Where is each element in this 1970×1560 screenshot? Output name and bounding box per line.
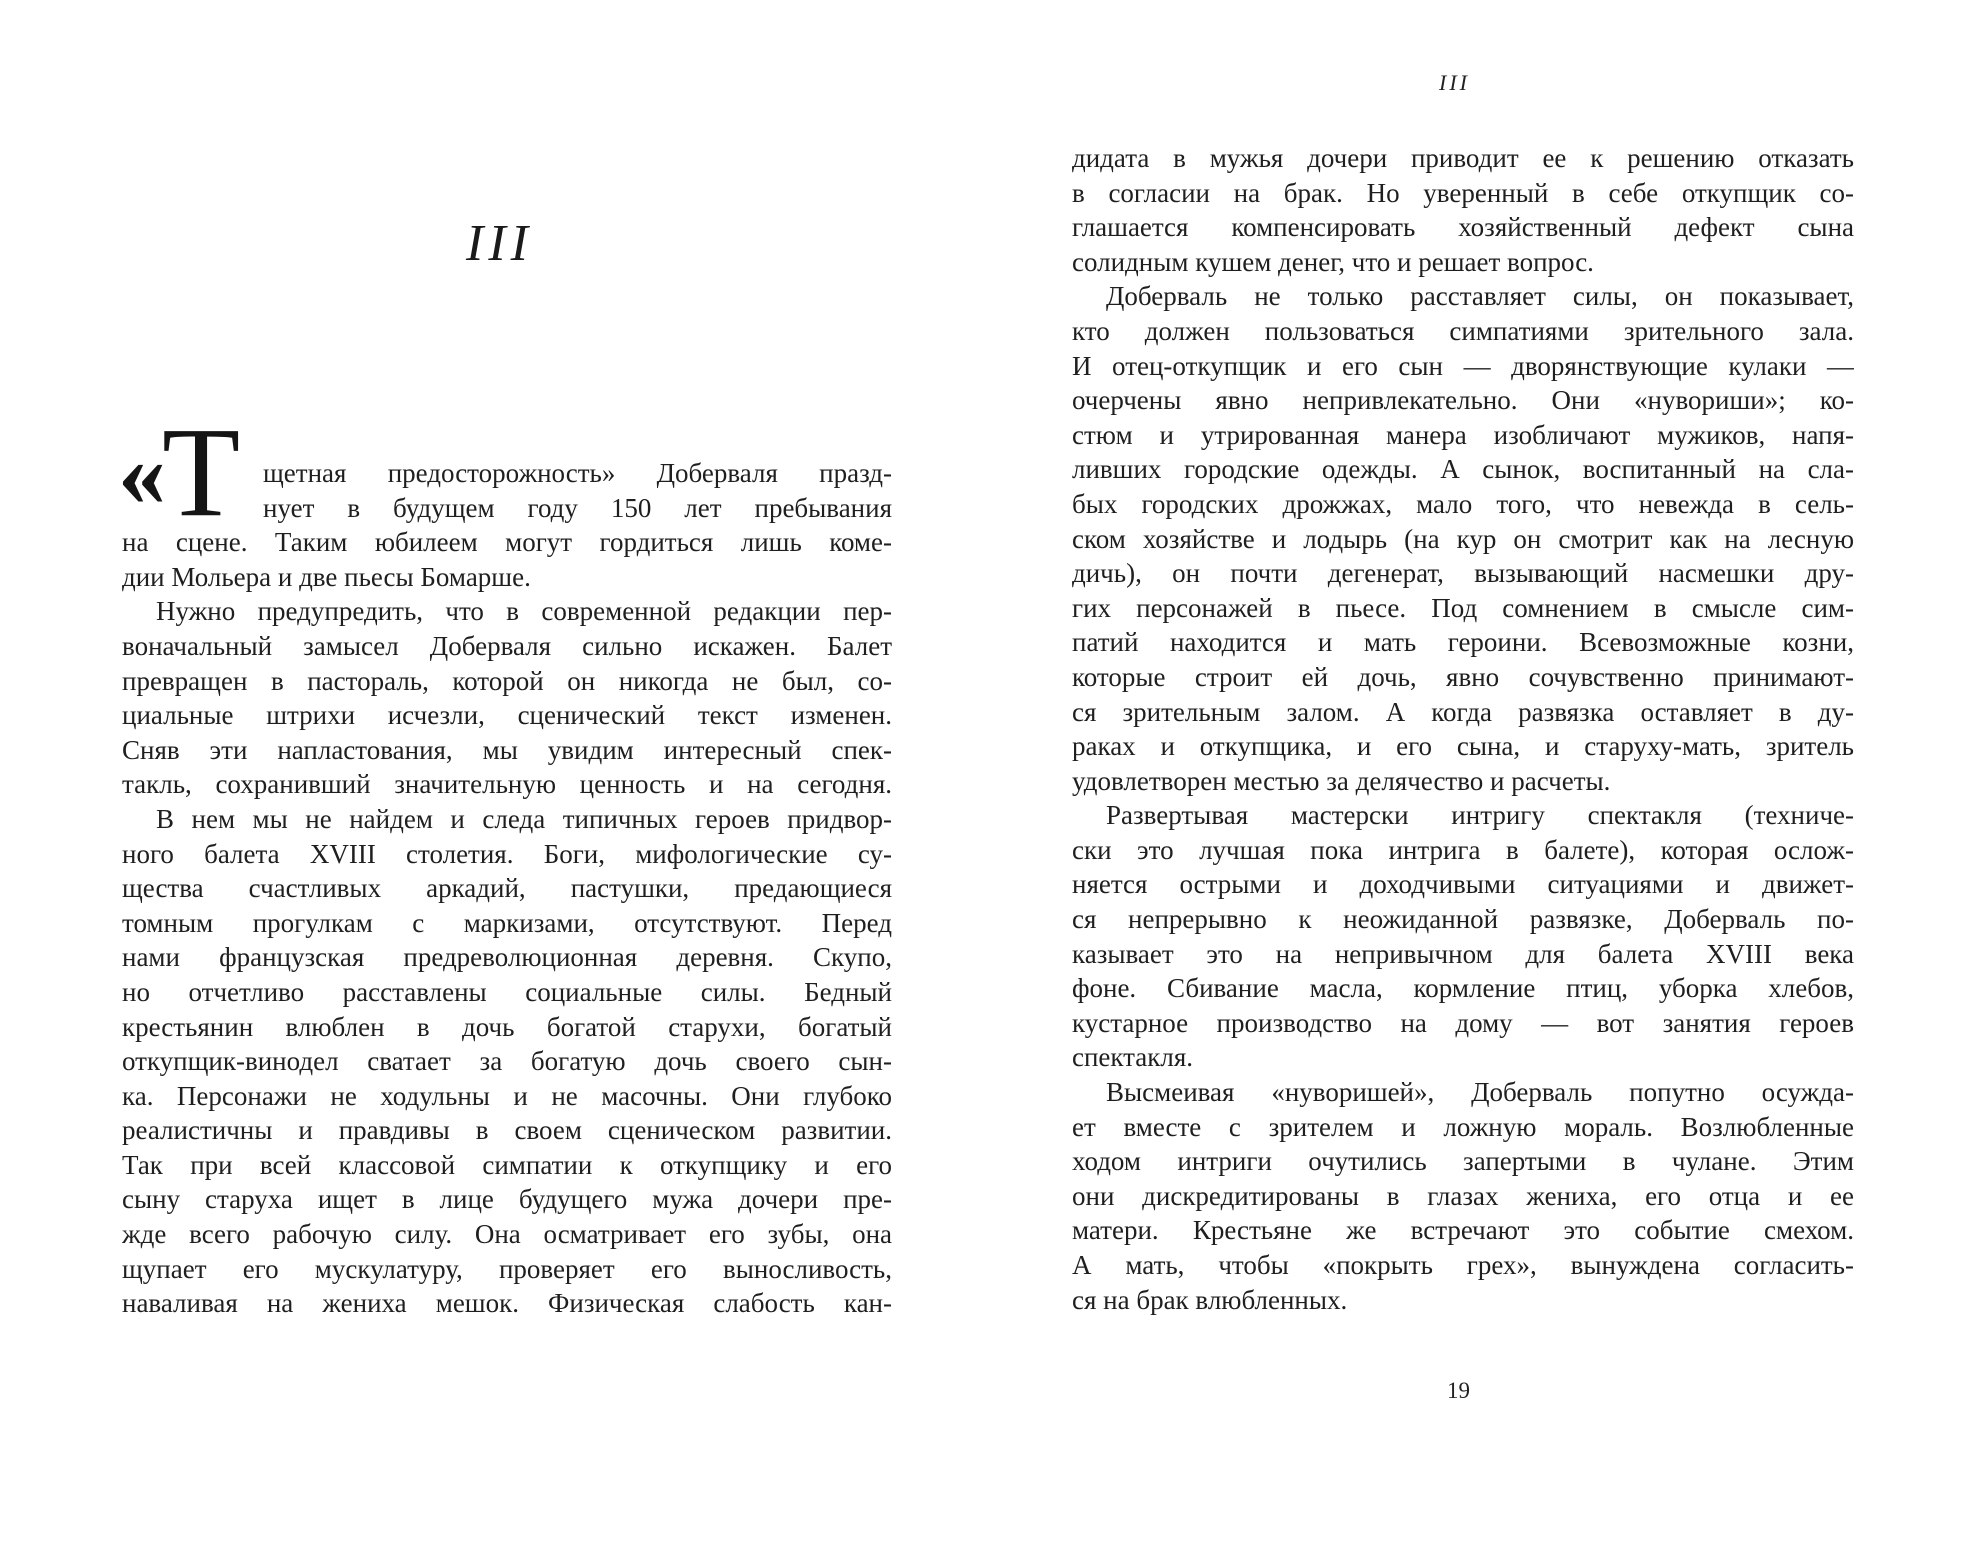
text-line: сыну старуха ищет в лице будущего мужа дочери пре- [122,1184,892,1215]
text-line: дидата в мужья дочери приводит ее к решению отказать [1072,143,1854,173]
text-line: глашается компенсировать хозяйственный дефект сына [1072,212,1854,243]
text-line: циальные штрихи исчезли, сценический текст изменен. [122,700,892,731]
text-line: но отчетливо расставлены социальные силы. Бедный [122,976,892,1007]
text-line: Развертывая мастерски интригу спектакля (техниче- [1106,800,1854,831]
chapter-title: III [466,215,533,272]
text-line: Так при всей классовой симпатии к откупщику и его [122,1149,892,1180]
page-number: 19 [1447,1378,1470,1403]
text-line: такль, сохранивший значительную ценность и на сегодня. [122,769,892,800]
text-line: воначальный замысел Доберваля сильно искажен. Балет [122,630,892,661]
text-line: ка. Персонажи не ходульны и не масочны. Они глубоко [122,1080,892,1111]
text-line: откупщик-винодел сватает за богатую дочь своего сын- [122,1046,892,1077]
text-line: кустарное производство на дому — вот занятия героев [1072,1007,1854,1038]
text-line: жде всего рабочую силу. Она осматривает его зубы, она [122,1219,892,1250]
right-page-text [1072,141,1854,1317]
text-line: ет вместе с зрителем и ложную мораль. Возлюбленные [1072,1111,1854,1142]
drop-cap-quote: « [118,419,166,526]
text-line: гих персонажей в пьесе. Под сомнением в смысле сим- [1072,592,1854,623]
text-line: ся зрительным залом. А когда развязка оставляет в ду- [1072,696,1854,727]
text-line: ся непрерывно к неожиданной развязке, Доберваль по- [1072,904,1854,935]
text-line: стюм и утрированная манера изобличают мужиков, напя- [1072,419,1854,450]
text-line: Нужно предупредить, что в современной редакции пер- [156,596,892,627]
text-line: раках и откупщика, и его сына, и старуху-мать, зритель [1072,731,1854,762]
text-line: крестьянин влюблен в дочь богатой старухи, богатый [122,1011,892,1042]
text-line: реалистичны и правдивы в своем сценическом развитии. [122,1115,892,1146]
text-line: няется острыми и доходчивыми ситуациями и движет- [1072,869,1854,900]
text-line: очерчены явно непривлекательно. Они «нувориши»; ко- [1072,385,1854,416]
text-line: Высмеивая «нуворишей», Доберваль попутно осужда- [1106,1077,1854,1108]
text-line: они дискредитированы в глазах жениха, его отца и ее [1072,1180,1854,1211]
text-line: щетная предосторожность» Доберваля празд- [263,458,892,488]
text-line: кто должен пользоваться симпатиями зрительного зала. [1072,315,1854,346]
text-line: нами французская предреволюционная деревня. Скупо, [122,942,892,973]
text-line: превращен в пастораль, которой он никогда не был, со- [122,665,892,696]
text-line: казывает это на непривычном для балета XVIII века [1072,938,1854,969]
text-line: которые строит ей дочь, явно сочувственно принимают- [1072,661,1854,692]
text-line: ся на брак влюбленных. [1072,1284,1348,1315]
text-line: И отец-откупщик и его сын — дворянствующие кулаки — [1072,350,1854,381]
text-line: в согласии на брак. Но уверенный в себе откупщик со- [1072,177,1854,208]
text-line: ного балета XVIII столетия. Боги, мифологические су- [122,838,892,869]
text-line: ски это лучшая пока интрига в балете), которая ослож- [1072,834,1854,865]
left-page-text [122,456,892,1321]
text-line: удовлетворен местью за делячество и расчеты. [1072,765,1611,796]
text-line: патий находится и мать героини. Всевозможные козни, [1072,627,1854,658]
text-line: ходом интриги очутились запертыми в чулане. Этим [1072,1146,1854,1177]
text-line: томным прогулкам с маркизами, отсутствуют. Перед [122,907,892,938]
text-line: Сняв эти напластования, мы увидим интересный спек- [122,734,892,765]
text-line: ливших городские одежды. А сынок, воспитанный на сла- [1072,454,1854,485]
text-line: В нем мы не найдем и следа типичных героев придвор- [156,803,892,834]
text-line: Доберваль не только расставляет силы, он показывает, [1106,281,1854,312]
running-head: III [1439,70,1470,95]
text-line: на сцене. Таким юбилеем могут гордиться лишь коме- [122,527,892,558]
text-line: щества счастливых аркадий, пастушки, предающиеся [122,873,892,904]
text-line: наваливая на жениха мешок. Физическая слабость кан- [122,1288,892,1319]
right-page [985,0,1970,1560]
text-line: спектакля. [1072,1042,1194,1073]
text-line: матери. Крестьяне же встречают это событие смехом. [1072,1215,1854,1246]
text-line: нует в будущем году 150 лет пребывания [263,492,892,523]
text-line: солидным кушем денег, что и решает вопрос. [1072,246,1594,277]
drop-cap-letter: Т [162,401,241,543]
text-line: дичь), он почти дегенерат, вызывающий насмешки дру- [1072,558,1854,589]
text-line: щупает его мускулатуру, проверяет его выносливость, [122,1253,892,1284]
text-line: А мать, чтобы «покрыть грех», вынуждена согласить- [1072,1250,1854,1280]
text-line: дии Мольера и две пьесы Бомарше. [122,561,531,592]
text-line: бых городских дрожжах, мало того, что невежда в сель- [1072,488,1854,519]
text-line: ском хозяйстве и лодырь (на кур он смотрит как на лесную [1072,523,1854,554]
text-line: фоне. Сбивание масла, кормление птиц, уборка хлебов, [1072,973,1854,1004]
